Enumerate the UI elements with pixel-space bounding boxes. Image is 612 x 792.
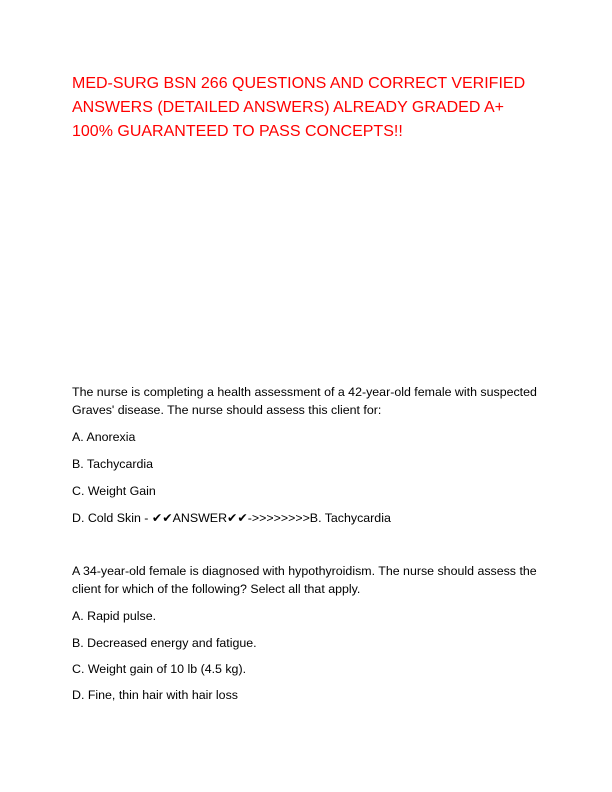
answer-option: B. Tachycardia <box>72 457 154 471</box>
answer-option: C. Weight Gain <box>72 484 156 498</box>
answer-option-with-answer: D. Cold Skin - ✔✔ANSWER✔✔->>>>>>>>B. Tachycardia <box>72 511 391 525</box>
question-block <box>72 383 542 525</box>
answer-option: A. Anorexia <box>72 430 136 444</box>
question-stem: The nurse is completing a health assessment of a 42-year-old female with suspected Graves' disease. The nurse should assess this client for: <box>72 385 537 417</box>
answer-option: A. Rapid pulse. <box>72 609 157 623</box>
answer-option: D. Fine, thin hair with hair loss <box>72 688 238 702</box>
question-block <box>72 562 542 702</box>
question-stem: A 34-year-old female is diagnosed with hypothyroidism. The nurse should assess the client for which of the following? Select all that apply. <box>72 564 537 596</box>
answer-option: C. Weight gain of 10 lb (4.5 kg). <box>72 662 247 676</box>
answer-option: B. Decreased energy and fatigue. <box>72 636 257 650</box>
document-title: MED-SURG BSN 266 QUESTIONS AND CORRECT VERIFIED ANSWERS (DETAILED ANSWERS) ALREADY GRADED A+ 100% GUARANTEED TO PASS CONCEPTS!! <box>72 75 526 140</box>
